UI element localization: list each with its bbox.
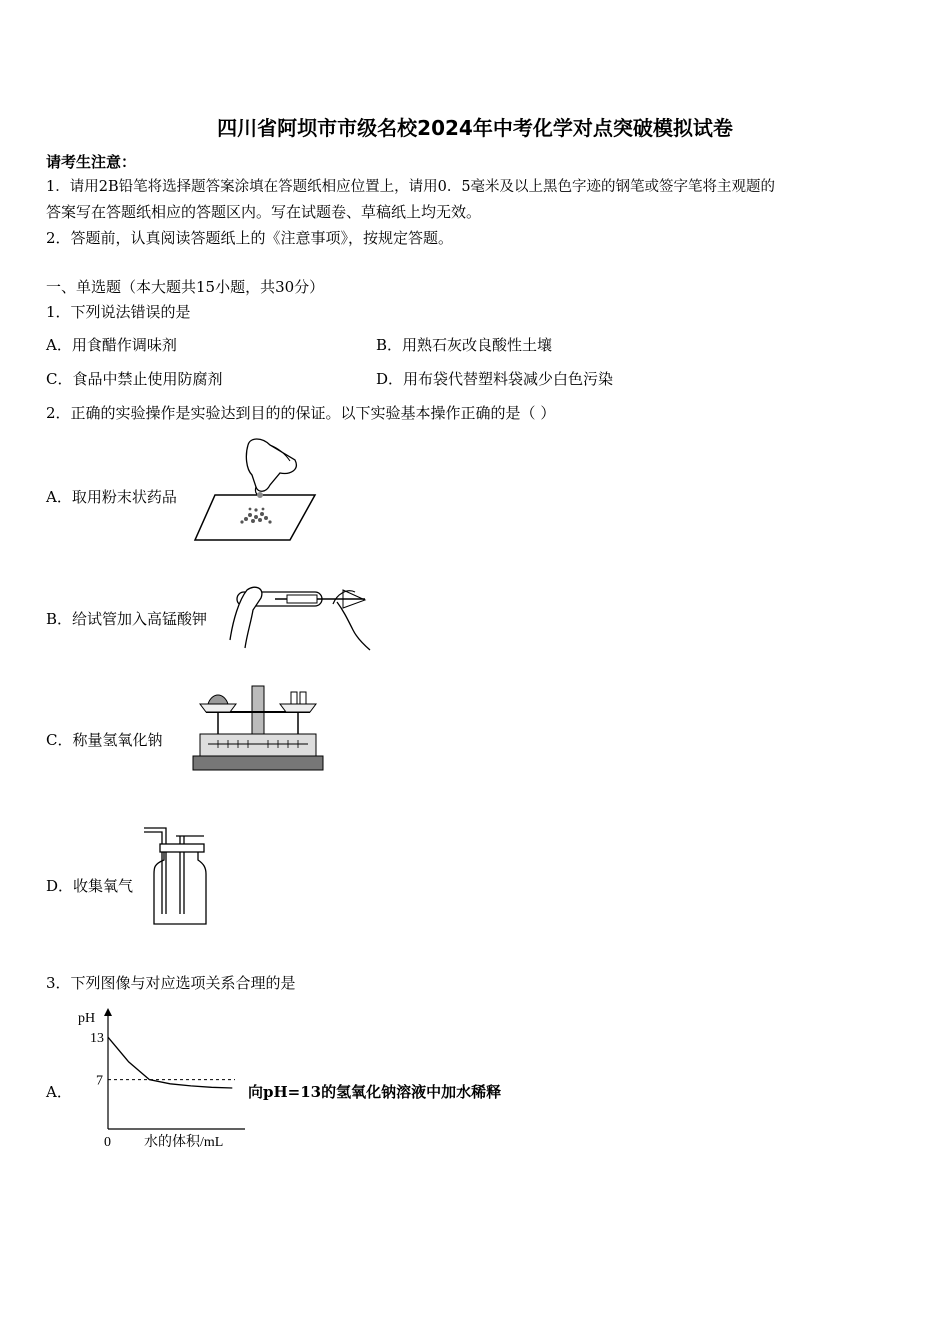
y-tick-13: 13 xyxy=(90,1031,104,1047)
question-2-option-a: A．取用粉末状药品 xyxy=(46,488,177,506)
question-1-option-b: B．用熟石灰改良酸性土壤 xyxy=(376,336,553,354)
question-2-stem: 2．正确的实验操作是实验达到目的的保证。以下实验基本操作正确的是（ ） xyxy=(46,404,556,422)
x-axis-label: 水的体积/mL xyxy=(144,1135,224,1150)
question-2-option-c: C．称量氢氧化钠 xyxy=(46,731,163,749)
ph-dilution-chart xyxy=(70,1004,250,1154)
question-3-stem: 3．下列图像与对应选项关系合理的是 xyxy=(46,974,296,992)
test-tube-image xyxy=(225,580,375,652)
question-2-option-d: D．收集氧气 xyxy=(46,877,134,895)
ph-curve xyxy=(108,1037,232,1088)
powder-sampling-image xyxy=(190,435,320,545)
question-1-option-c: C．食品中禁止使用防腐剂 xyxy=(46,370,223,388)
y-axis-arrow xyxy=(104,1008,112,1016)
section-heading: 一、单选题（本大题共15小题，共30分） xyxy=(46,278,325,296)
balance-image xyxy=(188,682,328,772)
notice-line-2: 2．答题前，认真阅读答题纸上的《注意事项》，按规定答题。 xyxy=(46,229,454,247)
question-3-option-a-desc: 向pH=13的氢氧化钠溶液中加水稀释 xyxy=(248,1083,502,1101)
gas-bottle-image xyxy=(140,824,210,930)
question-3-option-a-label: A． xyxy=(46,1083,72,1101)
question-2-option-b: B．给试管加入高锰酸钾 xyxy=(46,610,208,628)
y-axis-label: pH xyxy=(78,1011,96,1026)
page-title: 四川省阿坝市市级名校2024年中考化学对点突破模拟试卷 xyxy=(217,116,733,140)
notice-line-1b: 答案写在答题纸相应的答题区内。写在试题卷、草稿纸上均无效。 xyxy=(46,203,482,221)
origin-label: 0 xyxy=(104,1135,111,1150)
question-1-stem: 1．下列说法错误的是 xyxy=(46,303,191,321)
notice-heading: 请考生注意： xyxy=(46,153,137,171)
y-tick-7: 7 xyxy=(96,1073,103,1089)
question-1-option-d: D．用布袋代替塑料袋减少白色污染 xyxy=(376,370,614,388)
question-1-option-a: A．用食醋作调味剂 xyxy=(46,336,177,354)
notice-line-1: 1．请用2B铅笔将选择题答案涂填在答题纸相应位置上，请用0．5毫米及以上黑色字迹的钢笔或签字笔将主观题的 xyxy=(46,179,776,195)
